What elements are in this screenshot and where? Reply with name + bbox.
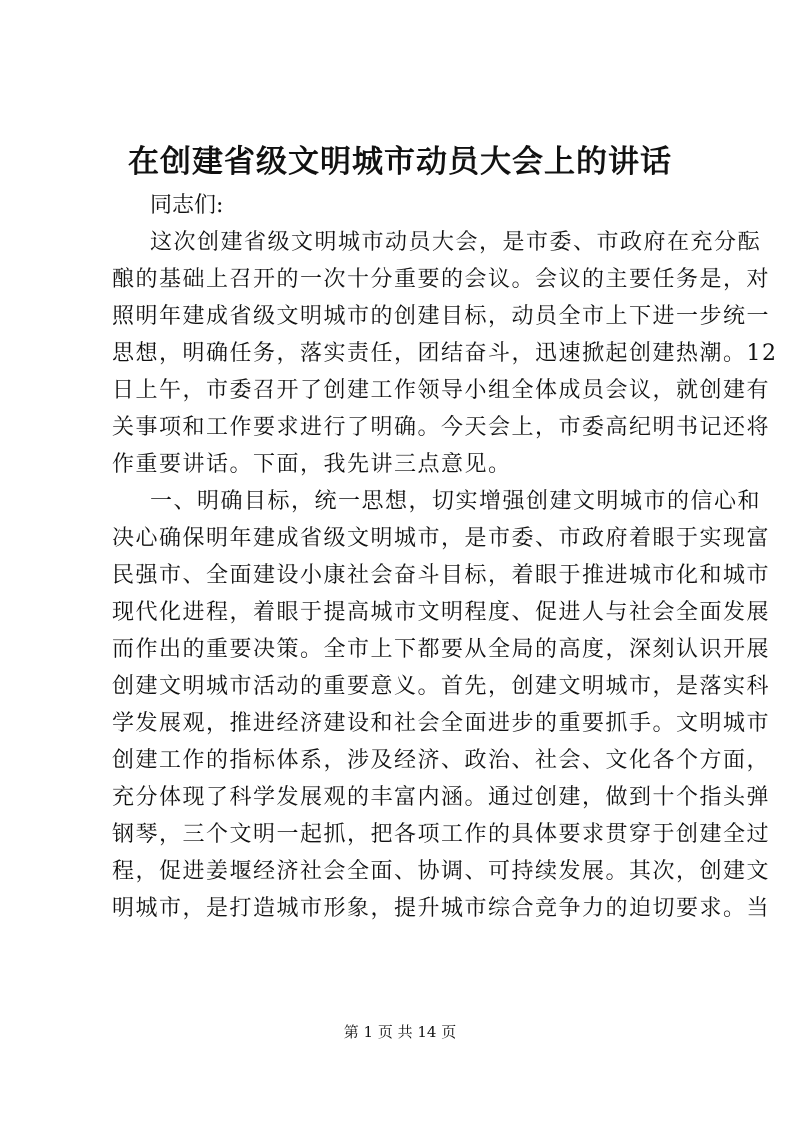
body-line-19: 明城市，是打造城市形象，提升城市综合竞争力的迫切要求。当 xyxy=(112,896,771,921)
body-line-05: 日上午，市委召开了创建工作领导小组全体成员会议，就创建有 xyxy=(112,378,771,403)
body-line-16: 充分体现了科学发展观的丰富内涵。通过创建，做到十个指头弹 xyxy=(112,785,771,810)
document-title: 在创建省级文明城市动员大会上的讲话 xyxy=(128,144,672,180)
body-line-17: 钢琴，三个文明一起抓，把各项工作的具体要求贯穿于创建全过 xyxy=(112,822,771,847)
body-line-08: 一、明确目标，统一思想，切实增强创建文明城市的信心和 xyxy=(150,489,762,514)
body-line-10: 民强市、全面建设小康社会奋斗目标，着眼于推进城市化和城市 xyxy=(112,563,771,588)
body-line-01: 这次创建省级文明城市动员大会，是市委、市政府在充分酝 xyxy=(150,230,762,255)
body-line-09: 决心确保明年建成省级文明城市，是市委、市政府着眼于实现富 xyxy=(112,526,771,551)
body-line-15: 创建工作的指标体系，涉及经济、政治、社会、文化各个方面， xyxy=(112,748,771,773)
body-line-04: 思想，明确任务，落实责任，团结奋斗，迅速掀起创建热潮。12 xyxy=(112,341,778,366)
body-line-11: 现代化进程，着眼于提高城市文明程度、促进人与社会全面发展 xyxy=(112,600,771,625)
body-line-03: 照明年建成省级文明城市的创建目标，动员全市上下进一步统一 xyxy=(112,304,771,329)
salutation: 同志们: xyxy=(150,193,224,218)
body-line-02: 酿的基础上召开的一次十分重要的会议。会议的主要任务是，对 xyxy=(112,267,771,292)
body-line-14: 学发展观，推进经济建设和社会全面进步的重要抓手。文明城市 xyxy=(112,711,771,736)
body-line-18: 程，促进姜堰经济社会全面、协调、可持续发展。其次，创建文 xyxy=(112,859,771,884)
body-line-07: 作重要讲话。下面，我先讲三点意见。 xyxy=(112,452,512,477)
body-line-12: 而作出的重要决策。全市上下都要从全局的高度，深刻认识开展 xyxy=(112,637,771,662)
body-line-13: 创建文明城市活动的重要意义。首先，创建文明城市，是落实科 xyxy=(112,674,771,699)
body-line-06: 关事项和工作要求进行了明确。今天会上，市委高纪明书记还将 xyxy=(112,415,771,440)
page-number: 第 1 页 共 14 页 xyxy=(343,1023,457,1041)
